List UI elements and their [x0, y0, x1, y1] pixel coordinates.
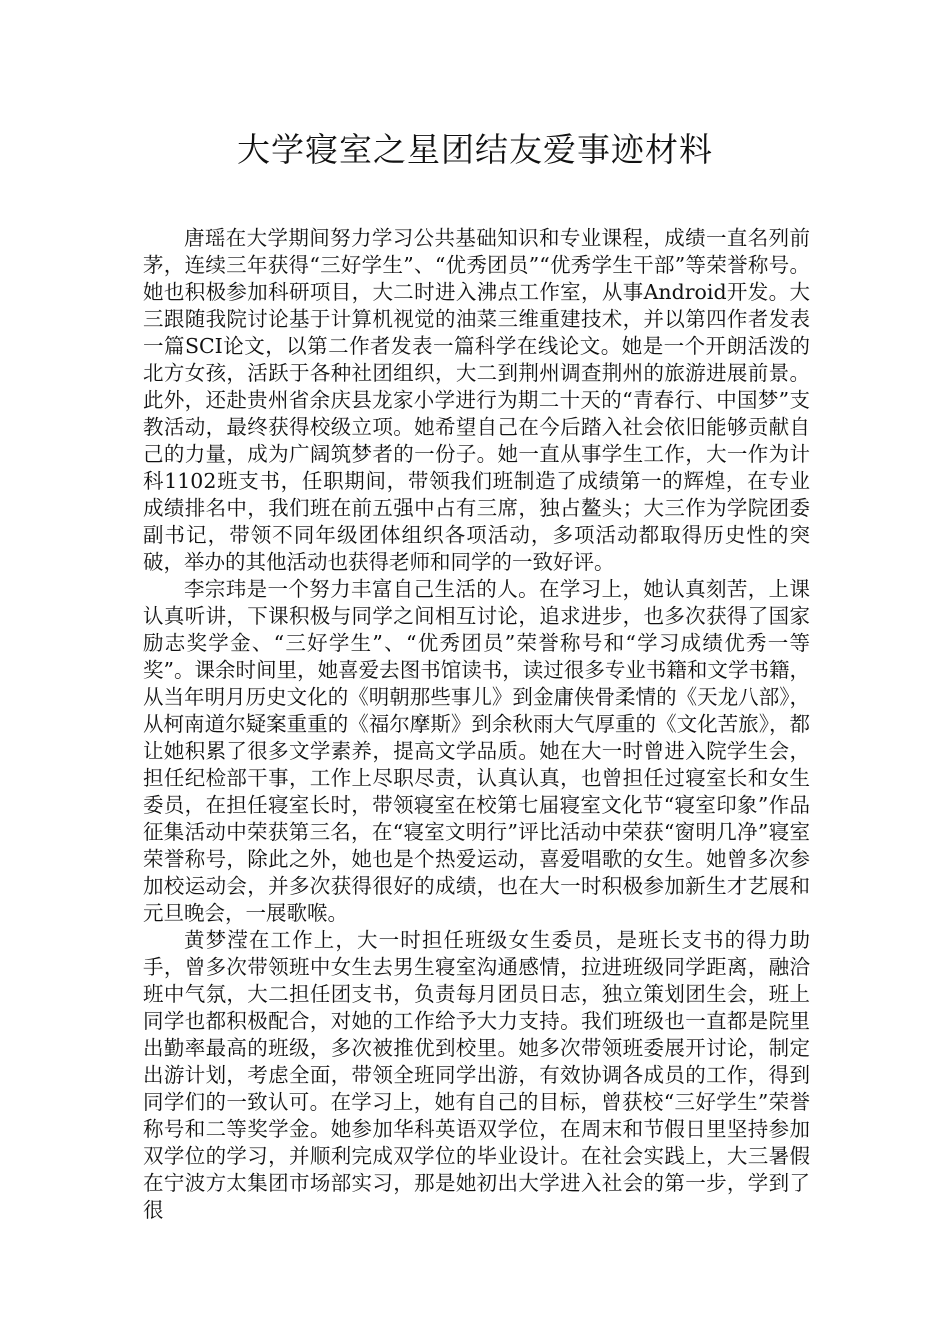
paragraph-li-zongwei: 李宗玮是一个努力丰富自己生活的人。在学习上，她认真刻苦，上课认真听讲，下课积极与同学之间相互讨论，追求进步，也多次获得了国家励志奖学金、“三好学生”、“优秀团员”荣誉称号和“学习成绩优秀一等奖”。课余时间里，她喜爱去图书馆读书，读过很多专业书籍和文学书籍，从当年明月历史文化的《明朝那些事儿》到金庸侠骨柔情的《天龙八部》，从柯南道尔疑案重重的《福尔摩斯》到余秋雨大气厚重的《文化苦旅》，都让她积累了很多文学素养，提高文学品质。她在大一时曾进入院学生会，担任纪检部干事，工作上尽职尽责，认真认真，也曾担任过寝室长和女生委员，在担任寝室长时，带领寝室在校第七届寝室文化节“寝室印象”作品征集活动中荣获第三名，在“寝室文明行”评比活动中荣获“窗明几净”寝室荣誉称号，除此之外，她也是个热爱运动，喜爱唱歌的女生。她曾多次参加校运动会，并多次获得很好的成绩，也在大一时积极参加新生才艺展和元旦晚会，一展歌喉。: [143, 577, 810, 925]
document-title: 大学寝室之星团结友爱事迹材料: [237, 130, 713, 169]
paragraph-huang-mengying: 黄梦滢在工作上，大一时担任班级女生委员，是班长支书的得力助手，曾多次带领班中女生去男生寝室沟通感情，拉进班级同学距离，融洽班中气氛，大二担任团支书，负责每月团员日志，独立策划团生会，班上同学也都积极配合，对她的工作给予大力支持。我们班级也一直都是院里出勤率最高的班级，多次被推优到校里。她多次带领班委展开讨论，制定出游计划，考虑全面，带领全班同学出游，有效协调各成员的工作，得到同学们的一致认可。在学习上，她有自己的目标，曾获校“三好学生”荣誉称号和二等奖学金。她参加华科英语双学位，在周末和节假日里坚持参加双学位的学习，并顺利完成双学位的毕业设计。在社会实践上，大三暑假在宁波方太集团市场部实习，那是她初出大学进入社会的第一步，学到了很: [143, 928, 810, 1222]
document-body: [143, 225, 810, 1224]
paragraph-tang-yao: 唐瑶在大学期间努力学习公共基础知识和专业课程，成绩一直名列前茅，连续三年获得“三好学生”、“优秀团员”“优秀学生干部”等荣誉称号。她也积极参加科研项目，大二时进入沸点工作室，从事Android开发。大三跟随我院讨论基于计算机视觉的油菜三维重建技术，并以第四作者发表一篇SCI论文，以第二作者发表一篇科学在线论文。她是一个开朗活泼的北方女孩，活跃于各种社团组织，大二到荆州调查荆州的旅游进展前景。此外，还赴贵州省余庆县龙家小学进行为期二十天的“青春行、中国梦”支教活动，最终获得校级立项。她希望自己在今后踏入社会依旧能够贡献自己的力量，成为广阔筑梦者的一份子。她一直从事学生工作，大一作为计科1102班支书，任职期间，带领我们班制造了成绩第一的辉煌，在专业成绩排名中，我们班在前五强中占有三席，独占鳌头；大三作为学院团委副书记，带领不同年级团体组织各项活动，多项活动都取得历史性的突破，举办的其他活动也获得老师和同学的一致好评。: [143, 226, 810, 574]
